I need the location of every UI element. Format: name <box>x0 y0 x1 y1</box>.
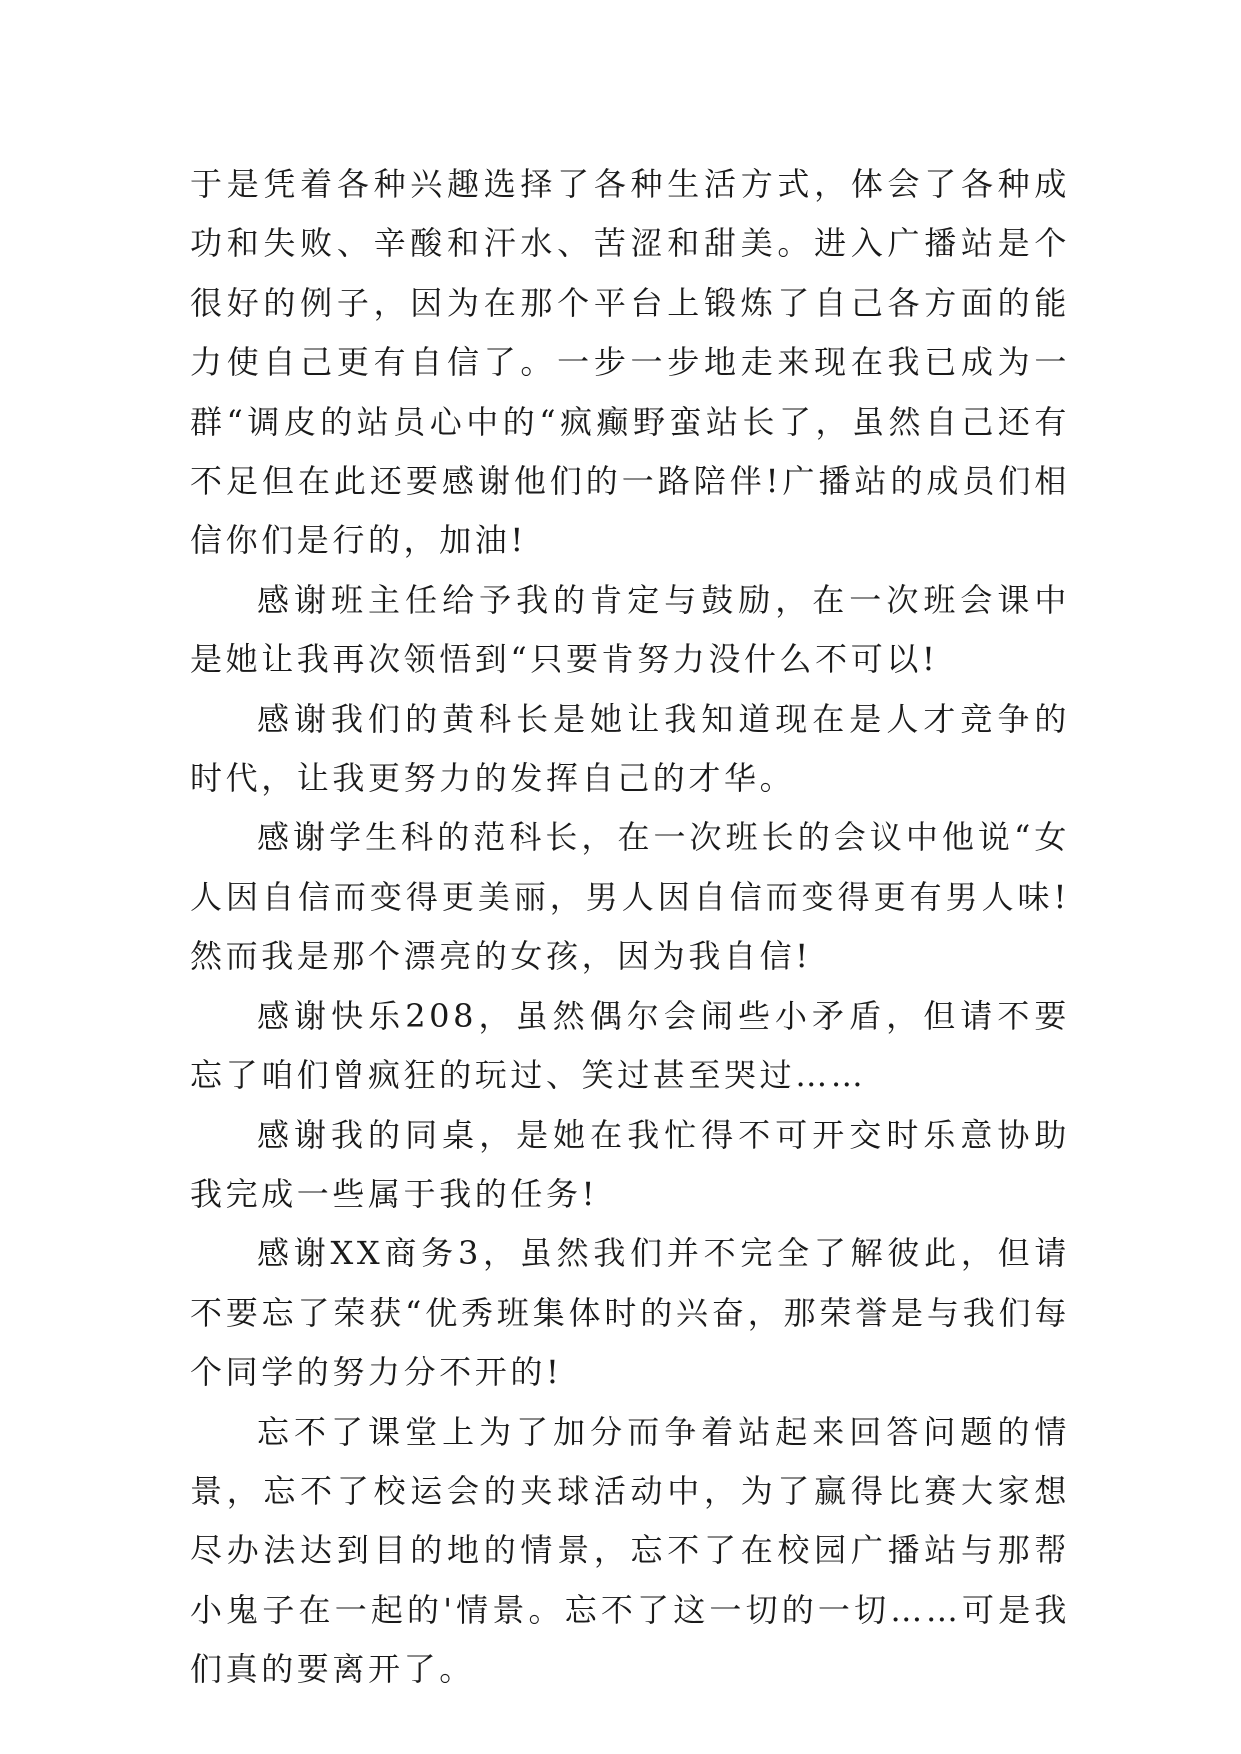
paragraph-2: 感谢班主任给予我的肯定与鼓励，在一次班会课中是她让我再次领悟到“只要肯努力没什么不可以! <box>190 580 1070 679</box>
paragraph-8: 忘不了课堂上为了加分而争着站起来回答问题的情景，忘不了校运会的夹球活动中，为了赢得比赛大家想尽办法达到目的地的情景，忘不了在校园广播站与那帮小鬼子在一起的'情景。忘不了这一切的一切……可是我们真的要离开了。 <box>190 1412 1070 1689</box>
paragraph-6: 感谢我的同桌，是她在我忙得不可开交时乐意协助我完成一些属于我的任务! <box>190 1115 1070 1213</box>
paragraph-5: 感谢快乐208，虽然偶尔会闹些小矛盾，但请不要忘了咱们曾疯狂的玩过、笑过甚至哭过…… <box>190 996 1070 1095</box>
paragraph-4: 感谢学生科的范科长，在一次班长的会议中他说“女人因自信而变得更美丽，男人因自信而变得更有男人味!然而我是那个漂亮的女孩，因为我自信! <box>190 818 1070 976</box>
paragraph-3: 感谢我们的黄科长是她让我知道现在是人才竞争的时代，让我更努力的发挥自己的才华。 <box>190 699 1070 798</box>
paragraph-1: 于是凭着各种兴趣选择了各种生活方式，体会了各种成功和失败、辛酸和汗水、苦涩和甜美。进入广播站是个很好的例子，因为在那个平台上锻炼了自己各方面的能力使自己更有自信了。一步一步地走来现在我已成为一群“调皮的站员心中的“疯癫野蛮站长了，虽然自己还有不足但在此还要感谢他们的一路陪伴!广播站的成员们相信你们是行的，加油! <box>190 165 1070 560</box>
document-body <box>190 155 1070 1700</box>
paragraph-7: 感谢XX商务3，虽然我们并不完全了解彼此，但请不要忘了荣获“优秀班集体时的兴奋，那荣誉是与我们每个同学的努力分不开的! <box>190 1234 1070 1392</box>
